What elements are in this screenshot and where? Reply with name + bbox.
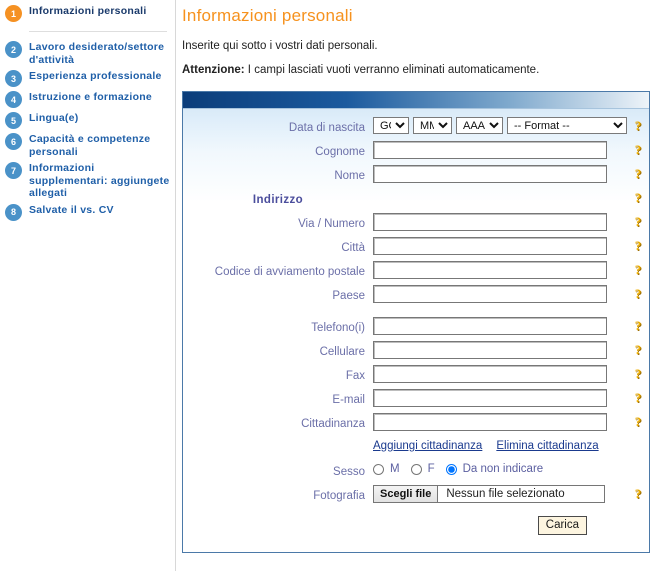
form-row-mobile <box>183 339 649 363</box>
sidebar-item-lingue[interactable] <box>0 111 175 129</box>
mobile-label: Cellulare <box>319 346 365 358</box>
country-label: Paese <box>332 290 365 302</box>
form-row-email <box>183 387 649 411</box>
birthdate-format-select[interactable] <box>507 117 627 134</box>
sidebar-item-label: Lingua(e) <box>29 112 79 124</box>
page-title: Informazioni personali <box>182 6 353 25</box>
form-row-city <box>183 235 649 259</box>
help-icon[interactable]: ? <box>634 142 642 157</box>
sidebar-item-label: Informazioni personali <box>29 5 147 17</box>
section-spacer <box>183 307 649 315</box>
citizenship-input[interactable] <box>373 413 607 431</box>
sidebar-item-label: Salvate il vs. CV <box>29 203 114 216</box>
sidebar-step-number: 5 <box>5 112 22 129</box>
email-input[interactable] <box>373 389 607 407</box>
selected-file-name: Nessun file selezionato <box>446 488 565 500</box>
sidebar-item-lavoro-desiderato[interactable] <box>0 40 175 66</box>
upload-button-row <box>183 516 649 535</box>
sidebar-item-informazioni-supplementari[interactable] <box>0 161 175 200</box>
warning-body: I campi lasciati vuoti verranno eliminati automaticamente. <box>244 64 540 76</box>
surname-label: Cognome <box>315 146 365 158</box>
help-icon[interactable]: ? <box>634 262 642 277</box>
help-icon[interactable]: ? <box>634 286 642 301</box>
sidebar-item-label: Capacità e competenze personali <box>29 133 151 158</box>
help-icon[interactable]: ? <box>634 166 642 181</box>
form-row-photo <box>183 483 649 507</box>
help-icon[interactable]: ? <box>634 414 642 429</box>
gender-radio-f[interactable] <box>411 464 422 475</box>
sidebar-step-number: 3 <box>5 70 22 87</box>
sidebar-step-number: 7 <box>5 162 22 179</box>
add-citizenship-link[interactable]: Aggiungi cittadinanza <box>373 440 483 452</box>
address-section-heading: Indirizzo <box>252 194 304 206</box>
form-row-gender <box>183 459 649 483</box>
upload-button[interactable]: Carica <box>538 516 587 535</box>
birthdate-day-select[interactable] <box>373 117 409 134</box>
help-icon[interactable]: ? <box>634 366 642 381</box>
help-icon[interactable]: ? <box>634 190 642 205</box>
postcode-label: Codice di avviamento postale <box>214 266 365 278</box>
email-label: E-mail <box>332 394 365 406</box>
citizenship-links-spacer <box>183 437 373 441</box>
postcode-input[interactable] <box>373 261 607 279</box>
warning-label: Attenzione: <box>182 64 245 76</box>
form-row-phone <box>183 315 649 339</box>
sidebar-step-number: 1 <box>5 5 22 22</box>
form-row-postcode <box>183 259 649 283</box>
sidebar-step-number: 2 <box>5 41 22 58</box>
birthdate-month-select[interactable] <box>413 117 452 134</box>
gender-radio-m-label[interactable]: M <box>390 463 400 475</box>
help-icon[interactable]: ? <box>634 318 642 333</box>
help-icon[interactable]: ? <box>634 214 642 229</box>
choose-file-button[interactable]: Scegli file <box>374 486 438 502</box>
street-input[interactable] <box>373 213 607 231</box>
main-content <box>176 0 653 571</box>
fax-input[interactable] <box>373 365 607 383</box>
birthdate-year-select[interactable] <box>456 117 503 134</box>
gender-radio-unspecified[interactable] <box>446 464 457 475</box>
remove-citizenship-link[interactable]: Elimina cittadinanza <box>496 440 599 452</box>
form-row-surname <box>183 139 649 163</box>
citizenship-label: Cittadinanza <box>301 418 365 430</box>
country-input[interactable] <box>373 285 607 303</box>
help-icon[interactable]: ? <box>634 486 642 501</box>
name-label: Nome <box>334 170 365 182</box>
intro-text: Inserite qui sotto i vostri dati personali. <box>182 40 378 52</box>
fax-label: Fax <box>345 370 365 382</box>
sidebar-item-label: Lavoro desiderato/settore d'attività <box>29 41 165 66</box>
form-row-birthdate <box>183 115 649 139</box>
sidebar-item-capacita-competenze[interactable] <box>0 132 175 158</box>
help-icon[interactable]: ? <box>634 118 642 133</box>
gender-radio-m[interactable] <box>373 464 384 475</box>
sidebar-item-label: Esperienza professionale <box>29 70 162 82</box>
sidebar-separator <box>29 31 167 32</box>
form-row-address-heading <box>183 187 649 211</box>
sidebar-item-label: Informazioni supplementari: aggiungete allegati <box>29 162 170 199</box>
sidebar-item-istruzione-formazione[interactable] <box>0 90 175 108</box>
form-row-country <box>183 283 649 307</box>
gender-radio-f-label[interactable]: F <box>427 463 435 475</box>
help-icon[interactable]: ? <box>634 390 642 405</box>
mobile-input[interactable] <box>373 341 607 359</box>
sidebar-item-salvate-cv[interactable] <box>0 203 175 221</box>
name-input[interactable] <box>373 165 607 183</box>
surname-input[interactable] <box>373 141 607 159</box>
form-row-name <box>183 163 649 187</box>
sidebar-item-informazioni-personali[interactable] <box>0 4 175 22</box>
sidebar-step-number: 8 <box>5 204 22 221</box>
panel-header-bar <box>183 92 649 109</box>
gender-label: Sesso <box>333 466 365 478</box>
form-row-street <box>183 211 649 235</box>
phone-label: Telefono(i) <box>311 322 365 334</box>
gender-radio-unspecified-label[interactable]: Da non indicare <box>462 463 544 475</box>
city-label: Città <box>341 242 365 254</box>
warning-text <box>182 64 653 76</box>
sidebar-step-number: 4 <box>5 91 22 108</box>
birthdate-label: Data di nascita <box>288 122 365 134</box>
photo-label: Fotografia <box>313 490 365 502</box>
phone-input[interactable] <box>373 317 607 335</box>
street-label: Via / Numero <box>298 218 365 230</box>
form-row-citizenship <box>183 411 649 435</box>
form-rows <box>183 109 649 535</box>
sidebar-step-number: 6 <box>5 133 22 150</box>
help-icon[interactable]: ? <box>634 342 642 357</box>
sidebar-item-label: Istruzione e formazione <box>29 91 153 103</box>
form-row-citizenship-links <box>183 435 649 459</box>
help-icon[interactable]: ? <box>634 238 642 253</box>
form-row-fax <box>183 363 649 387</box>
personal-info-form-panel <box>182 91 650 553</box>
city-input[interactable] <box>373 237 607 255</box>
photo-file-input[interactable] <box>373 485 605 503</box>
sidebar-item-esperienza-professionale[interactable] <box>0 69 175 87</box>
sidebar-navigation <box>0 0 176 571</box>
